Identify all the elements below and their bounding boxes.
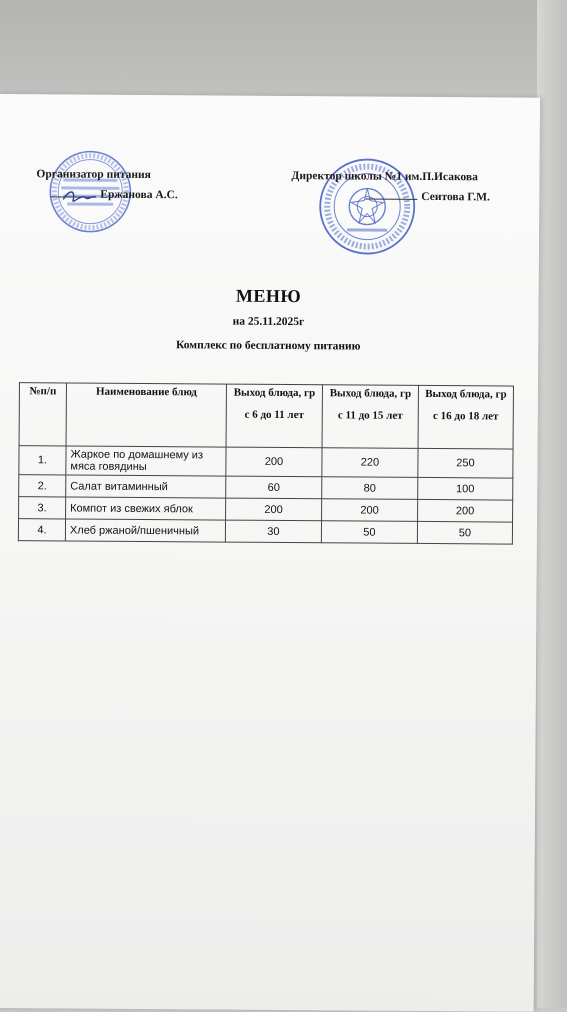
row-value-11-15: 80	[322, 477, 418, 500]
organizer-title: Организатор питания	[36, 168, 151, 182]
signature-block-left	[36, 168, 178, 201]
table-header-row	[19, 383, 513, 449]
row-value-6-11: 60	[226, 476, 322, 499]
row-num: 2.	[19, 475, 66, 497]
header-age-16-18: Выход блюда, гр с 16 до 18 лет	[418, 385, 513, 449]
row-value-16-18: 100	[418, 477, 513, 500]
director-name: Сеитова Г.М.	[421, 190, 490, 204]
table-row	[18, 519, 512, 544]
background-right	[537, 0, 567, 1008]
row-value-6-11: 200	[226, 447, 322, 477]
row-value-11-15: 220	[322, 448, 418, 478]
row-num: 3.	[19, 497, 66, 519]
table-row	[19, 446, 513, 478]
row-dish: Хлеб ржаной/пшеничный	[65, 519, 225, 542]
row-dish: Компот из свежих яблок	[66, 497, 226, 520]
document-title: МЕНЮ	[235, 285, 302, 307]
row-value-6-11: 30	[225, 520, 321, 543]
row-dish: Жаркое по домашнему из мяса говядины	[66, 446, 226, 476]
document-subtitle: Комплекс по бесплатному питанию	[175, 339, 361, 353]
row-value-16-18: 250	[418, 448, 513, 478]
paper-sheet	[0, 94, 540, 1012]
header-age-11-15: Выход блюда, гр с 11 до 15 лет	[322, 385, 418, 449]
organizer-name: Ержанова А.С.	[100, 188, 178, 202]
row-num: 1.	[19, 446, 66, 475]
header-age-6-11: Выход блюда, гр с 6 до 11 лет	[226, 384, 322, 448]
row-dish: Салат витаминный	[66, 475, 226, 498]
row-value-16-18: 50	[417, 521, 512, 544]
signature-scribble-left	[61, 187, 97, 207]
row-num: 4.	[18, 519, 65, 541]
row-value-11-15: 50	[321, 521, 417, 544]
signature-block-right	[291, 170, 490, 203]
header-num: №п/п	[19, 383, 66, 446]
director-title: Директор школы №1 им.П.Исакова	[291, 170, 478, 184]
row-value-11-15: 200	[322, 499, 418, 522]
row-value-16-18: 200	[418, 499, 513, 522]
signature-line-right	[365, 189, 417, 200]
header-dish-name: Наименование блюд	[66, 383, 226, 447]
document-date: на 25.11.2025г	[232, 315, 305, 329]
menu-table	[18, 382, 514, 544]
row-value-6-11: 200	[226, 498, 322, 521]
background-top	[0, 0, 567, 110]
